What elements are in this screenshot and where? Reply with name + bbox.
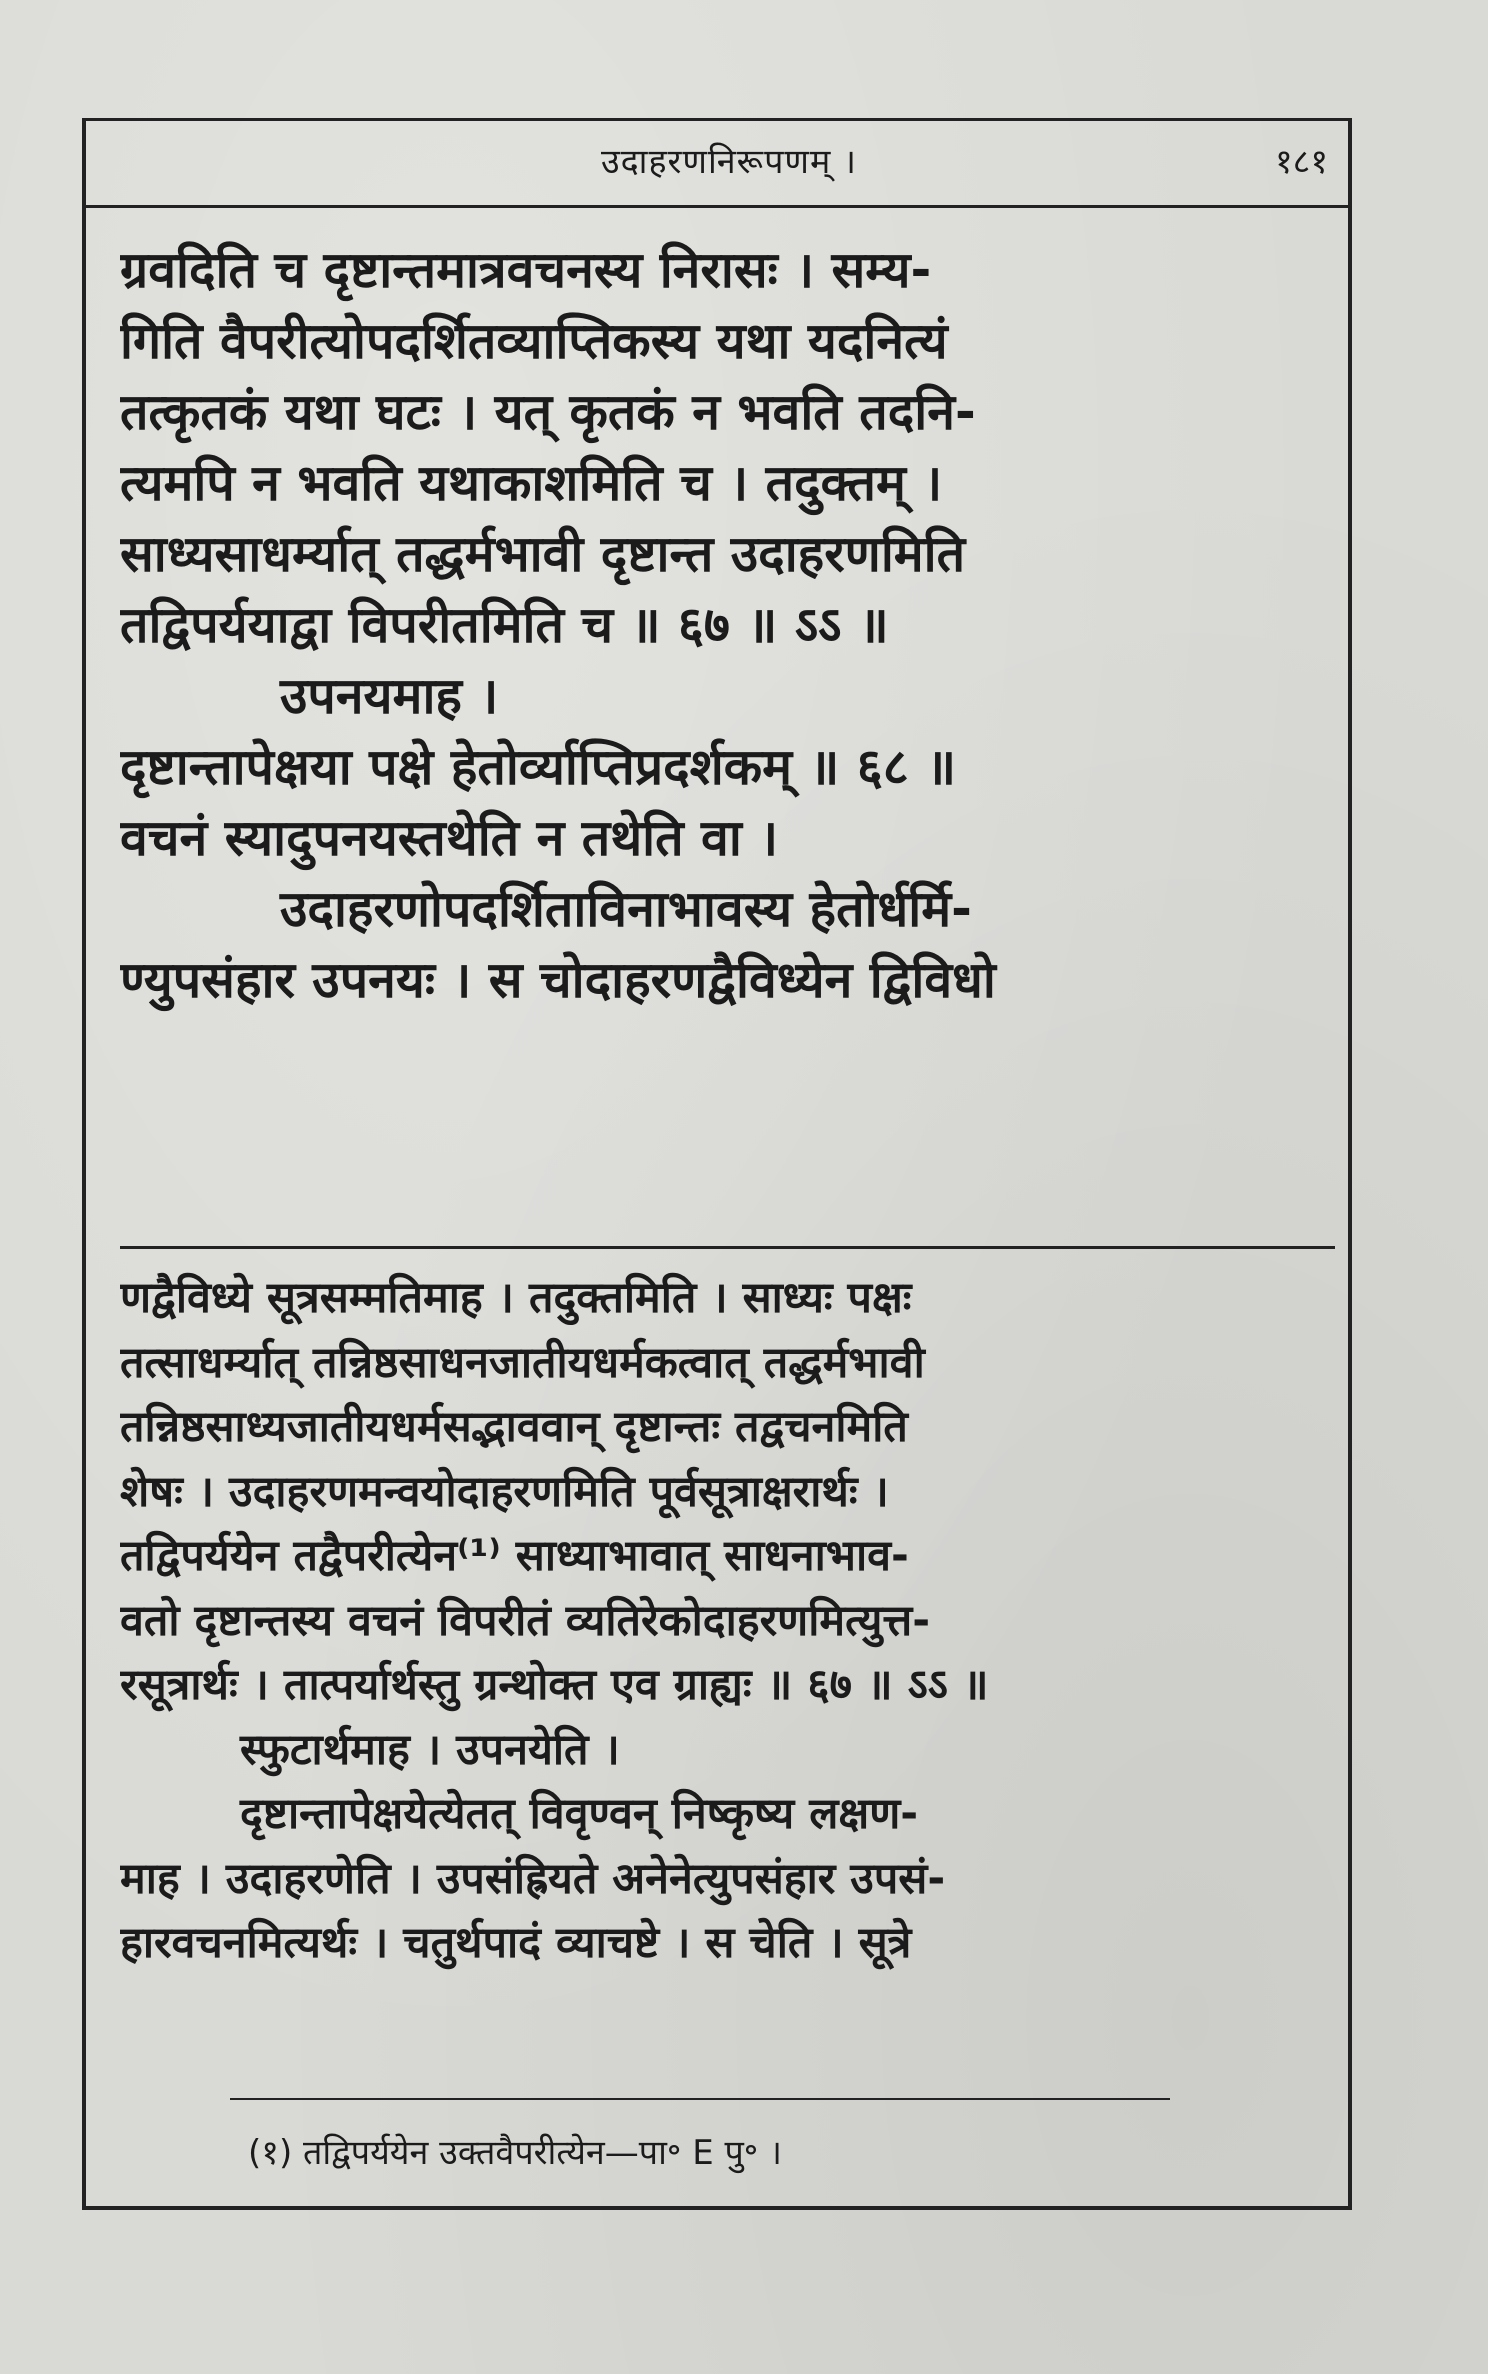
commentary-line: णद्वैविध्ये सूत्रसम्मतिमाह । तदुक्तमिति । साध्यः पक्षः — [120, 1273, 912, 1323]
main-line: त्यमपि न भवति यथाकाशमिति च । तदुक्तम् । — [120, 454, 943, 512]
commentary-rule — [120, 1246, 1335, 1249]
running-header — [130, 130, 1328, 190]
commentary-line: शेषः । उदाहरणमन्वयोदाहरणमिति पूर्वसूत्राक्षरार्थः । — [120, 1466, 889, 1517]
header-rule — [86, 205, 1348, 208]
commentary-line: हारवचनमित्यर्थः । चतुर्थपादं व्याचष्टे । स चेति । सूत्रे — [120, 1918, 912, 1968]
main-line: ण्युपसंहार उपनयः । स चोदाहरणद्वैविध्येन द्विविधो — [120, 951, 996, 1009]
commentary-line: तत्साधर्म्यात् तन्निष्ठसाधनजातीयधर्मकत्वात् तद्धर्मभावी — [120, 1337, 925, 1388]
verse-line: वचनं स्यादुपनयस्तथेति न तथेति वा । — [120, 809, 779, 867]
main-line: ग्रवदिति च दृष्टान्तमात्रवचनस्य निरासः । सम्य- — [120, 241, 932, 299]
main-line: तद्विपर्ययाद्वा विपरीतमिति च ॥ ६७ ॥ ऽऽ ॥ — [120, 596, 889, 654]
main-line: गिति वैपरीत्योपदर्शितव्याप्तिकस्य यथा यदनित्यं — [120, 312, 948, 370]
commentary-text — [120, 1266, 1335, 1976]
main-line: उदाहरणोपदर्शिताविनाभावस्य हेतोर्धर्मि- — [280, 880, 972, 938]
main-line: साध्यसाधर्म्यात् तद्धर्मभावी दृष्टान्त उदाहरणमिति — [120, 525, 966, 583]
main-text — [120, 235, 1335, 1016]
verse-line: दृष्टान्तापेक्षया पक्षे हेतोर्व्याप्तिप्रदर्शकम् ॥ ६८ ॥ — [120, 738, 957, 796]
header-title: उदाहरणनिरूपणम् । — [600, 142, 858, 182]
commentary-line: वतो दृष्टान्तस्य वचनं विपरीतं व्यतिरेकोदाहरणमित्युत्त- — [120, 1595, 931, 1646]
commentary-line: रसूत्रार्थः । तात्पर्यार्थस्तु ग्रन्थोक्त एव ग्राह्यः ॥ ६७ ॥ ऽऽ ॥ — [120, 1660, 989, 1710]
footnote: (१) तद्विपर्ययेन उक्तवैपरीत्येन—पा॰ E पु॰ । — [248, 2133, 782, 2173]
commentary-line: तन्निष्ठसाध्यजातीयधर्मसद्भाववान् दृष्टान्तः तद्वचनमिति — [120, 1402, 908, 1452]
main-line-heading: उपनयमाह । — [280, 667, 499, 725]
commentary-line: स्फुटार्थमाह । उपनयेति । — [240, 1724, 620, 1775]
page-number: १८१ — [1274, 142, 1328, 182]
footnote-rule — [230, 2098, 1170, 2100]
commentary-line: दृष्टान्तापेक्षयेत्येतत् विवृण्वन् निष्कृष्य लक्षण- — [240, 1789, 919, 1839]
main-line: तत्कृतकं यथा घटः । यत् कृतकं न भवति तदनि- — [120, 383, 976, 441]
commentary-line: तद्विपर्ययेन तद्वैपरीत्येन⁽¹⁾ साध्याभावात् साधनाभाव- — [120, 1531, 909, 1581]
commentary-line: माह । उदाहरणेति । उपसंह्रियते अनेनेत्युपसंहार उपसं- — [120, 1853, 946, 1904]
